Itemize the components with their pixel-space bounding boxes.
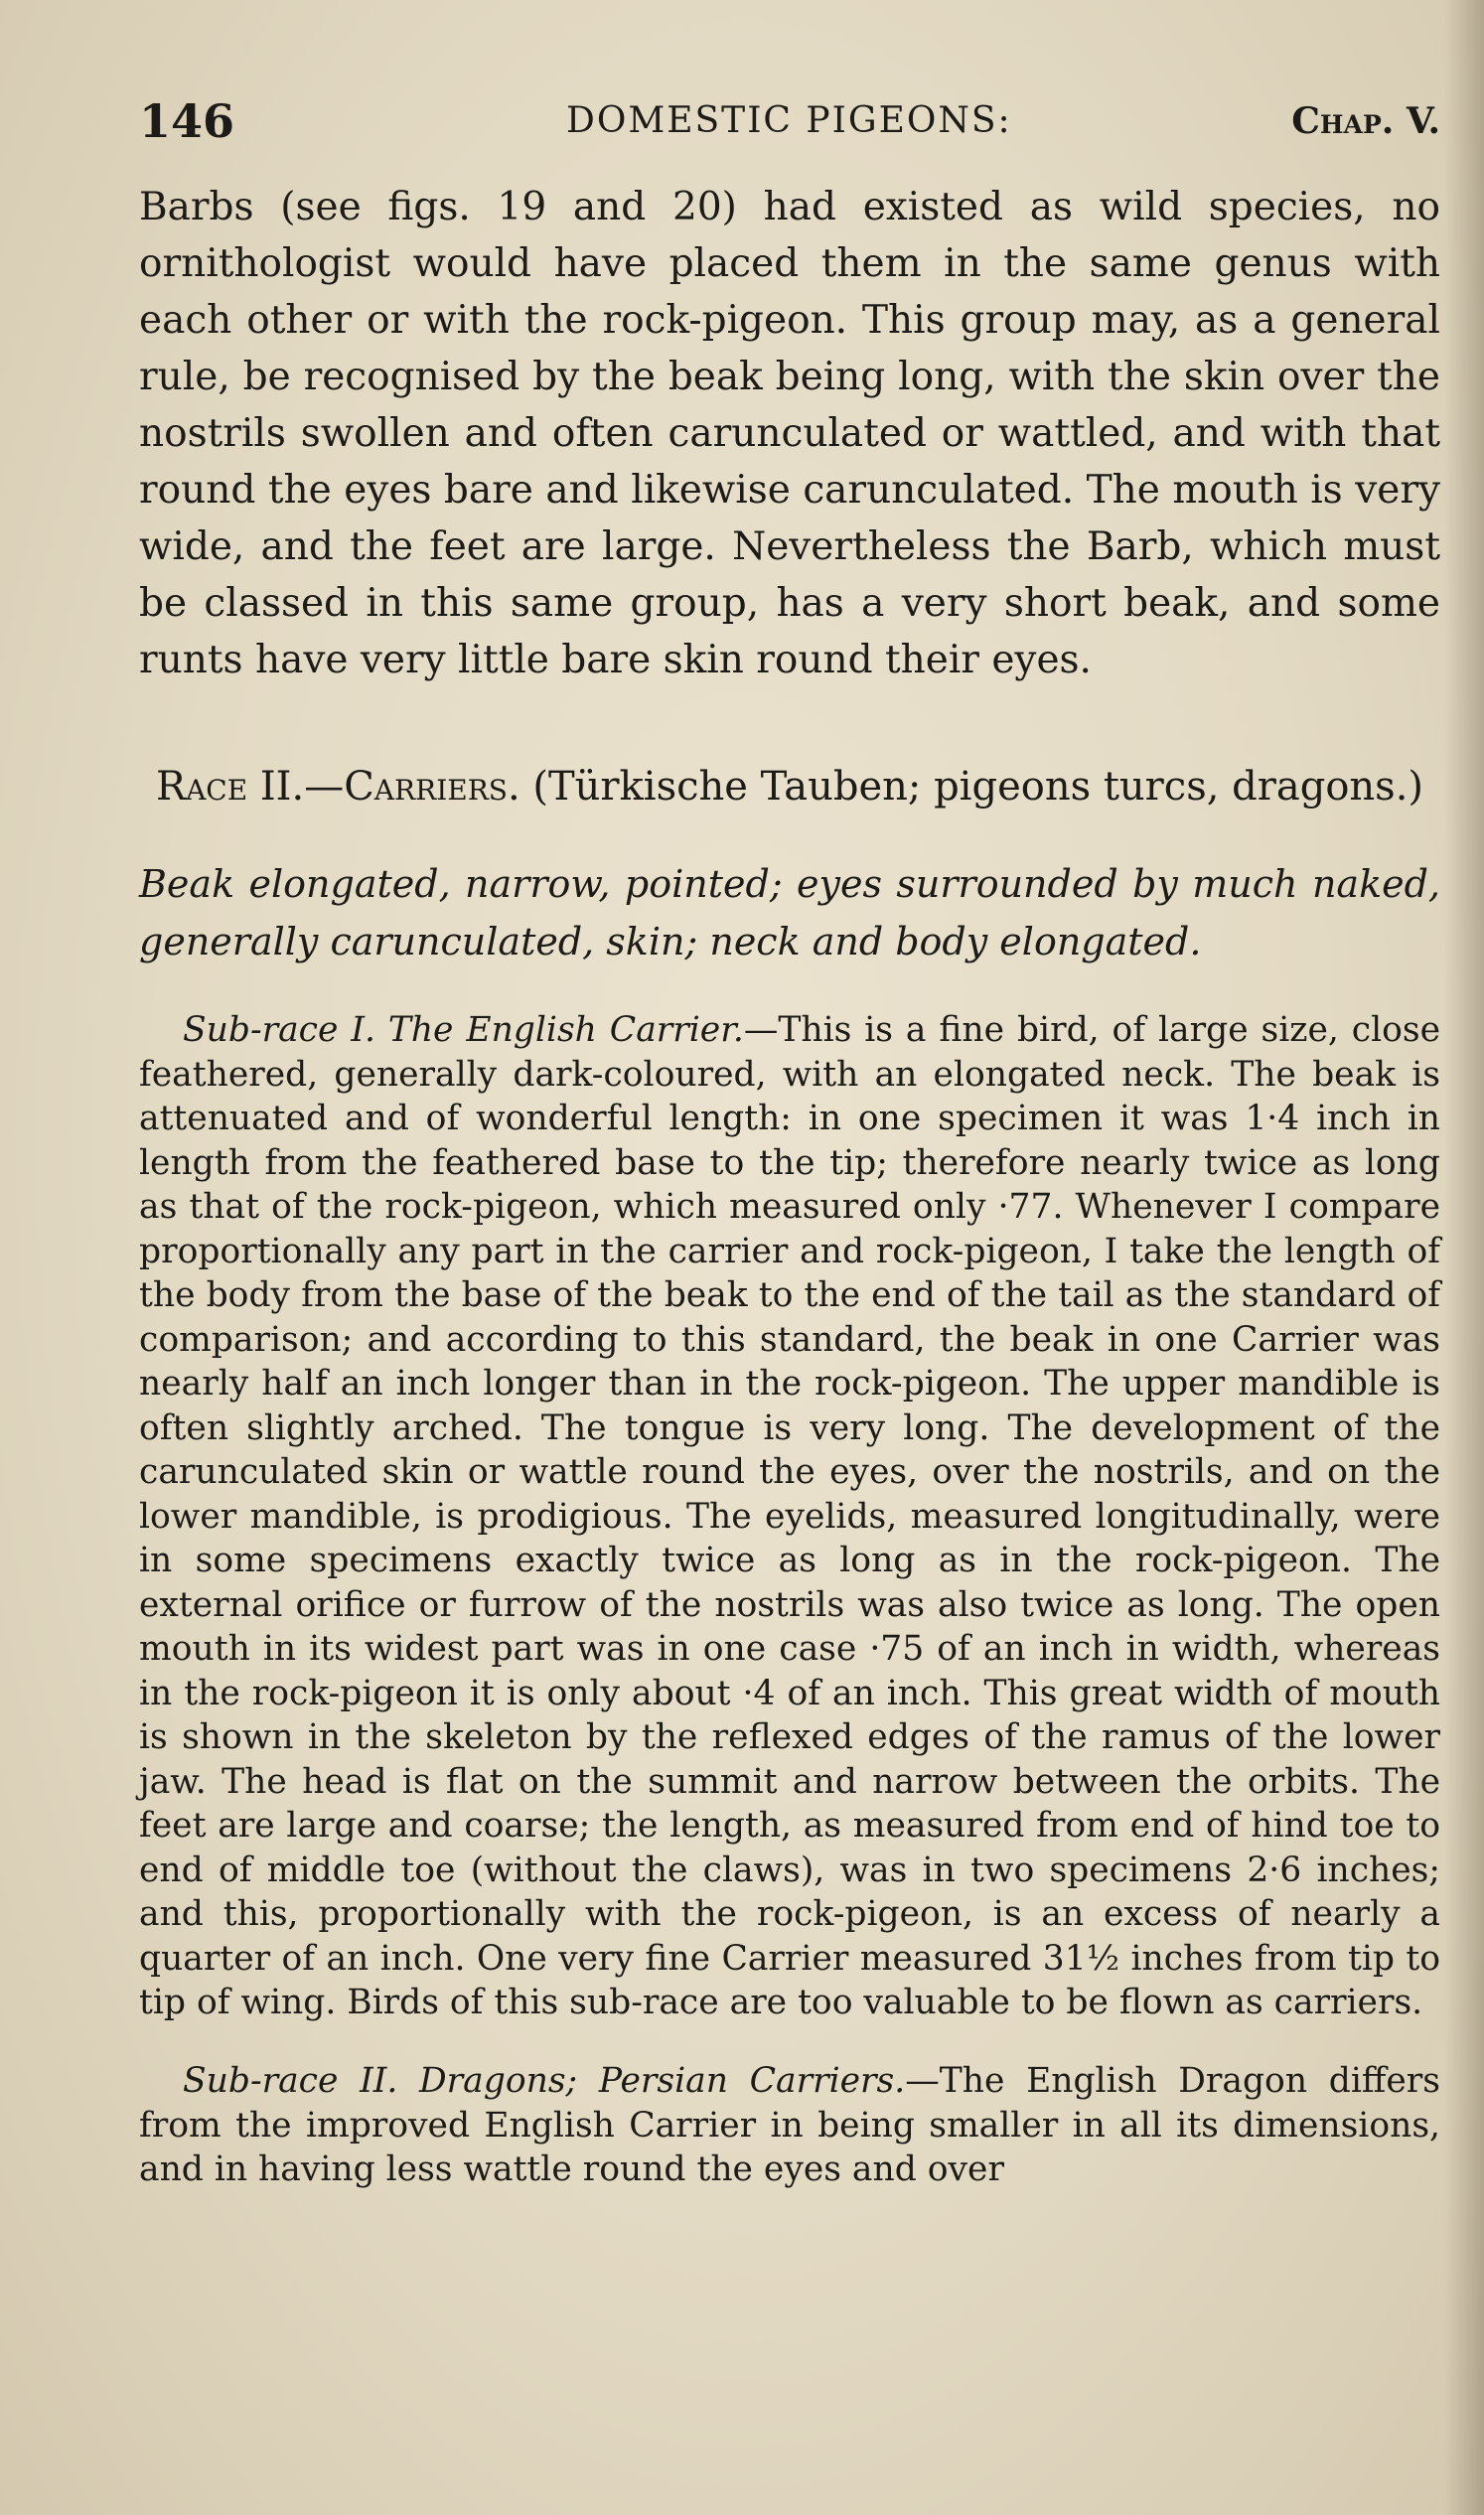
race-label: Race II. (155, 764, 305, 810)
subrace-1-text: —This is a fine bird, of large size, close feathered, generally dark-coloured, with an elongated neck. The beak is attenuated and of wonderful length: in one specimen it was 1·4 inch in length from the feathered base to the tip; therefore nearly twice as long as that of the rock-pigeon, which measured only ·77. Whenever I compare proportionally any part in the carrier and rock-pigeon, I take the length of the body from the base of the beak to the end of the tail as the standard of comparison; and according to this standard, the beak in one Carrier was nearly half an inch longer than in the rock-pigeon. The upper mandible is often slightly arched. The tongue is very long. The development of the carunculated skin or wattle round the eyes, over the nostrils, and on the lower mandible, is prodigious. The eyelids, measured longitudinally, were in some specimens exactly twice as long as in the rock-pigeon. The external orifice or furrow of the nostrils was also twice as long. The open mouth in its widest part was in one case ·75 of an inch in width, whereas in the rock-pigeon it is only about ·4 of an inch. This great width of mouth is shown in the skeleton by the reflexed edges of the ramus of the lower jaw. The head is flat on the summit and narrow between the orbits. The feet are large and coarse; the length, as measured from end of hind toe to end of middle toe (without the claws), was in two specimens 2·6 inches; and this, proportionally with the rock-pigeon, is an excess of nearly a quarter of an inch. One very fine Carrier measured 31½ inches from tip to tip of wing. Birds of this sub-race are too valuable to be flown as carriers. (139, 1010, 1440, 2022)
running-head: DOMESTIC PIGEONS: (566, 100, 1012, 141)
page-number: 146 (139, 94, 235, 148)
race-name: —Carriers. (304, 764, 520, 810)
subrace-2-title: Sub-race II. Dragons; Persian Carriers. (183, 2061, 906, 2101)
page-body (139, 179, 1440, 2226)
race-characters: Beak elongated, narrow, pointed; eyes surrounded by much naked, generally carunculated, skin; neck and body elongated. (139, 862, 1440, 963)
continued-paragraph: Barbs (see figs. 19 and 20) had existed as wild species, no ornithologist would have placed them in the same genus with each other or with the rock-pigeon. This group may, as a general rule, be recognised by the beak being long, with the skin over the nostrils swollen and often carunculated or wattled, and with that round the eyes bare and likewise carunculated. The mouth is very wide, and the feet are large. Nevertheless the Barb, which must be classed in this same group, has a very short beak, and some runts have very little bare skin round their eyes. (139, 185, 1440, 682)
race-heading (139, 758, 1440, 815)
page-header (139, 94, 1440, 154)
subrace-2-paragraph (139, 2059, 1440, 2192)
race-synonyms: (Türkische Tauben; pigeons turcs, dragons.) (519, 764, 1424, 810)
subrace-1-title: Sub-race I. The English Carrier. (183, 1010, 744, 1050)
chapter-reference: Chap. V. (1291, 100, 1440, 142)
subrace-2-text: —The English Dragon differs from the improved English Carrier in being smaller in all its dimensions, and in having less wattle round the eyes and over (139, 2061, 1440, 2189)
subrace-1-paragraph (139, 1008, 1440, 2025)
page-gutter-shadow (1444, 0, 1484, 2515)
